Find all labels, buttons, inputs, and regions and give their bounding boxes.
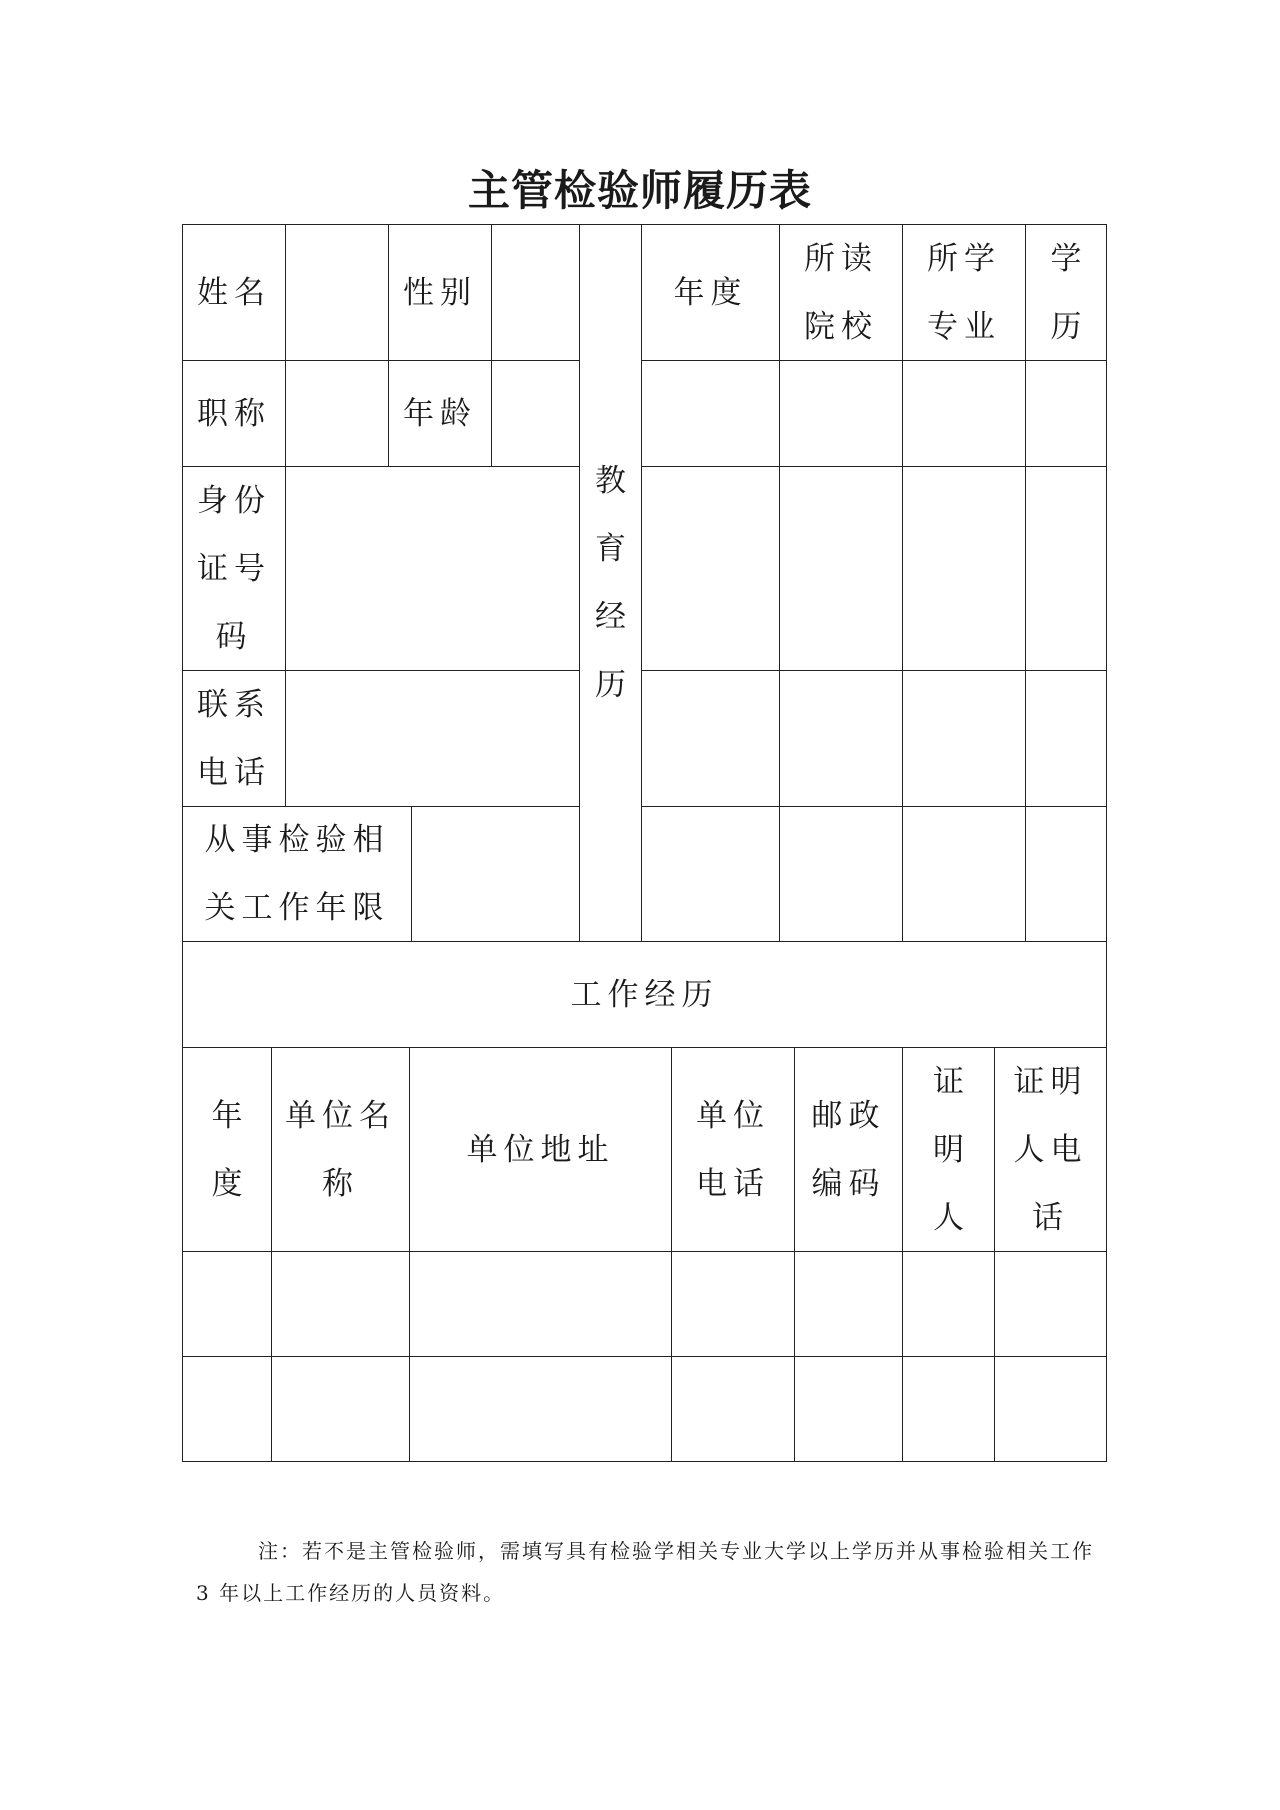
work-row-1-phone[interactable] xyxy=(671,1251,795,1357)
edu-row-4-major[interactable] xyxy=(902,806,1026,942)
label-gender: 性别 xyxy=(388,224,492,361)
header-work-address: 单位地址 xyxy=(409,1047,672,1252)
label-education-section: 教育经历 xyxy=(579,224,642,942)
edu-row-1-major[interactable] xyxy=(902,360,1026,467)
edu-row-3-school[interactable] xyxy=(779,670,903,807)
header-edu-year: 年度 xyxy=(641,224,780,361)
work-row-2-phone[interactable] xyxy=(671,1356,795,1462)
header-edu-degree: 学历 xyxy=(1025,224,1107,361)
edu-row-2-degree[interactable] xyxy=(1025,466,1107,671)
edu-row-4-school[interactable] xyxy=(779,806,903,942)
field-age[interactable] xyxy=(491,360,580,467)
work-row-1-address[interactable] xyxy=(409,1251,672,1357)
label-phone: 联系电话 xyxy=(182,670,286,807)
header-work-phone: 单位电话 xyxy=(671,1047,795,1252)
header-work-postcode: 邮政编码 xyxy=(794,1047,903,1252)
field-id-number[interactable] xyxy=(285,466,580,671)
edu-row-1-school[interactable] xyxy=(779,360,903,467)
header-work-year: 年度 xyxy=(182,1047,272,1252)
field-gender[interactable] xyxy=(491,224,580,361)
header-work-witness-phone: 证明人电话 xyxy=(994,1047,1107,1252)
header-work-company: 单位名称 xyxy=(271,1047,410,1252)
work-section-heading: 工作经历 xyxy=(182,941,1107,1048)
page-title: 主管检验师履历表 xyxy=(467,166,812,215)
label-age: 年龄 xyxy=(388,360,492,467)
label-job-title: 职称 xyxy=(182,360,286,467)
field-years-in-field[interactable] xyxy=(411,806,580,942)
edu-row-2-year[interactable] xyxy=(641,466,780,671)
work-row-1-witness[interactable] xyxy=(902,1251,995,1357)
edu-row-2-major[interactable] xyxy=(902,466,1026,671)
work-row-2-witness-phone[interactable] xyxy=(994,1356,1107,1462)
edu-row-2-school[interactable] xyxy=(779,466,903,671)
edu-row-1-year[interactable] xyxy=(641,360,780,467)
edu-row-4-year[interactable] xyxy=(641,806,780,942)
edu-row-3-degree[interactable] xyxy=(1025,670,1107,807)
label-years-in-field: 从事检验相关工作年限 xyxy=(182,806,412,942)
work-row-1-postcode[interactable] xyxy=(794,1251,903,1357)
work-row-1-year[interactable] xyxy=(182,1251,272,1357)
field-phone[interactable] xyxy=(285,670,580,807)
header-work-witness: 证明人 xyxy=(902,1047,995,1252)
footnote: 注：若不是主管检验师，需填写具有检验学相关专业大学以上学历并从事检验相关工作 3 年以上工作经历的人员资料。 xyxy=(196,1539,1094,1605)
work-row-2-company[interactable] xyxy=(271,1356,410,1462)
label-id-number: 身份证号码 xyxy=(182,466,286,671)
work-row-2-witness[interactable] xyxy=(902,1356,995,1462)
work-row-1-company[interactable] xyxy=(271,1251,410,1357)
work-row-2-address[interactable] xyxy=(409,1356,672,1462)
work-row-2-postcode[interactable] xyxy=(794,1356,903,1462)
edu-row-4-degree[interactable] xyxy=(1025,806,1107,942)
field-name[interactable] xyxy=(285,224,389,361)
header-edu-school: 所读院校 xyxy=(779,224,903,361)
edu-row-3-year[interactable] xyxy=(641,670,780,807)
edu-row-1-degree[interactable] xyxy=(1025,360,1107,467)
work-row-2-year[interactable] xyxy=(182,1356,272,1462)
work-row-1-witness-phone[interactable] xyxy=(994,1251,1107,1357)
field-job-title[interactable] xyxy=(285,360,389,467)
label-name: 姓名 xyxy=(182,224,286,361)
edu-row-3-major[interactable] xyxy=(902,670,1026,807)
header-edu-major: 所学专业 xyxy=(902,224,1026,361)
